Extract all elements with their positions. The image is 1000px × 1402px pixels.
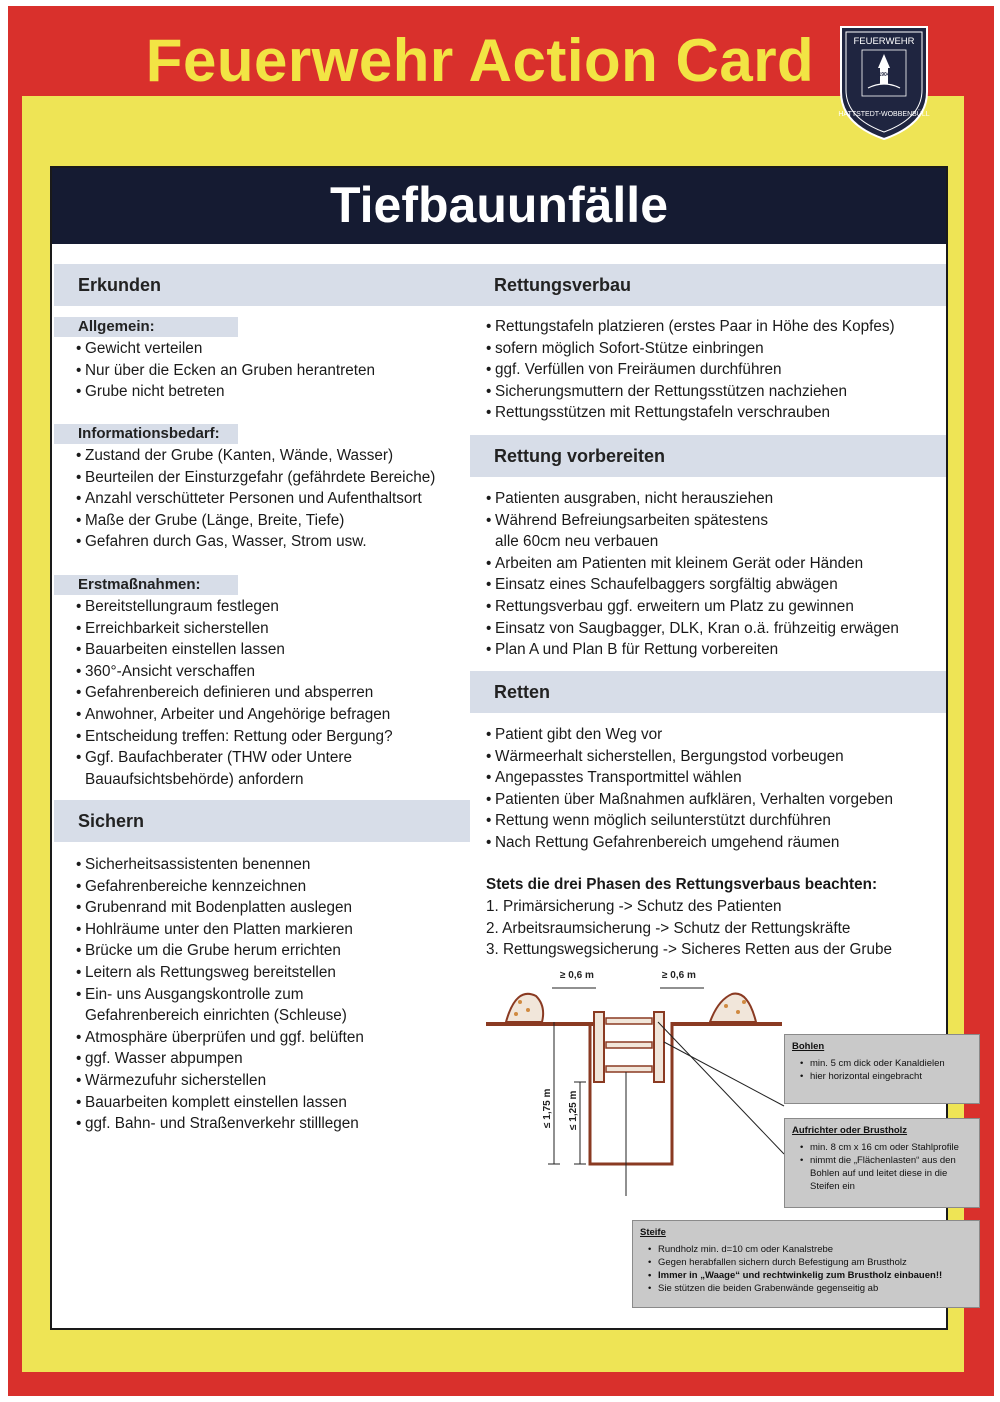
list-phases	[486, 896, 942, 961]
phases-title: Stets die drei Phasen des Rettungsverbaus beachten:	[486, 876, 878, 893]
list-item: • Beurteilen der Einsturzgefahr (gefährdete Bereiche)	[76, 467, 476, 489]
trench-shoring-diagram	[486, 966, 959, 1316]
dim-right-label: ≥ 0,6 m	[662, 970, 696, 981]
list-item: • Gefahrenbereiche kennzeichnen	[76, 876, 476, 898]
sub-informationsbedarf-label: Informationsbedarf:	[54, 424, 238, 444]
logo-year: 1904	[878, 72, 890, 78]
phase-item: 2. Arbeitsraumsicherung -> Schutz der Rettungskräfte	[486, 919, 851, 937]
legend-bohlen	[784, 1034, 980, 1104]
list-item: • Angepasstes Transportmittel wählen	[486, 767, 942, 789]
action-card	[50, 166, 959, 1330]
list-item: • Anwohner, Arbeiter und Angehörige befragen	[76, 704, 476, 726]
legend-aufrichter-title: Aufrichter oder Brustholz	[792, 1125, 908, 1136]
list-item: • ggf. Verfüllen von Freiräumen durchführen	[486, 359, 942, 381]
list-item: • Maße der Grube (Länge, Breite, Tiefe)	[76, 510, 476, 532]
list-item: • Grube nicht betreten	[76, 381, 466, 403]
list-item: • Gefahrenbereich definieren und absperren	[76, 682, 476, 704]
legend-item: • Gegen herabfallen sichern durch Befestigung am Brustholz	[648, 1256, 972, 1269]
legend-item: • Immer in „Waage“ und rechtwinkelig zum Brustholz einbauen!!	[648, 1269, 972, 1282]
list-erstmassnahmen	[76, 596, 476, 790]
list-item: • Sicherungsmuttern der Rettungsstützen nachziehen	[486, 381, 942, 403]
list-item: • Rettungsstützen mit Rettungstafeln verschrauben	[486, 402, 942, 424]
dim-left-label: ≥ 0,6 m	[560, 970, 594, 981]
list-item: • Wärmeerhalt sicherstellen, Bergungstod vorbeugen	[486, 746, 942, 768]
list-item: • ggf. Wasser abpumpen	[76, 1048, 476, 1070]
legend-item: • nimmt die „Flächenlasten“ aus den Bohlen auf und leitet diese in die Steifen ein	[800, 1154, 972, 1193]
sub-allgemein-label: Allgemein:	[54, 317, 238, 337]
list-item: • Arbeiten am Patienten mit kleinem Gerät oder Händen	[486, 553, 942, 575]
legend-steife	[632, 1220, 980, 1308]
legend-item: • Sie stützen die beiden Grabenwände gegenseitig ab	[648, 1282, 972, 1295]
list-item: • Bauarbeiten komplett einstellen lassen	[76, 1092, 476, 1114]
logo-top-text: FEUERWEHR	[853, 36, 915, 47]
list-item: • Einsatz von Saugbagger, DLK, Kran o.ä. frühzeitig erwägen	[486, 618, 942, 640]
section-retten-heading: Retten	[470, 671, 946, 713]
list-rettungsverbau	[486, 316, 942, 424]
legend-bohlen-title: Bohlen	[792, 1041, 825, 1052]
list-item: • Während Befreiungsarbeiten spätestens	[486, 510, 942, 532]
legend-item: • min. 5 cm dick oder Kanaldielen	[800, 1057, 972, 1070]
section-erkunden-heading: Erkunden	[54, 264, 470, 306]
legend-item: • hier horizontal eingebracht	[800, 1070, 972, 1083]
list-item: • sofern möglich Sofort-Stütze einbringen	[486, 338, 942, 360]
list-item: • Anzahl verschütteter Personen und Aufenthaltsort	[76, 488, 476, 510]
list-item-continuation: Bauaufsichtsbehörde) anfordern	[85, 770, 304, 788]
legend-aufrichter	[784, 1118, 980, 1208]
list-item-continuation: Gefahrenbereich einrichten (Schleuse)	[85, 1007, 347, 1025]
list-item: • Gefahren durch Gas, Wasser, Strom usw.	[76, 531, 476, 553]
list-item: • Atmosphäre überprüfen und ggf. belüften	[76, 1027, 476, 1049]
logo-ring-text: HATTSTEDT-WOBBENBÜLL	[838, 111, 930, 118]
list-allgemein	[76, 338, 466, 403]
sub-erstmassnahmen-label: Erstmaßnahmen:	[54, 575, 238, 595]
list-item: • Plan A und Plan B für Rettung vorbereiten	[486, 639, 942, 661]
list-item: • Patienten über Maßnahmen aufklären, Verhalten vorgeben	[486, 789, 942, 811]
list-item: • Brücke um die Grube herum errichten	[76, 940, 476, 962]
section-rettung-vorbereiten-heading: Rettung vorbereiten	[470, 435, 946, 477]
list-item: • Gewicht verteilen	[76, 338, 466, 360]
list-item: • Rettungsverbau ggf. erweitern um Platz zu gewinnen	[486, 596, 942, 618]
list-item: • Einsatz eines Schaufelbaggers sorgfältig abwägen	[486, 574, 942, 596]
list-item: • Bereitstellungraum festlegen	[76, 596, 476, 618]
phase-item: 3. Rettungswegsicherung -> Sicheres Retten aus der Grube	[486, 941, 893, 959]
list-rettung-vorbereiten	[486, 488, 942, 661]
list-item: • Grubenrand mit Bodenplatten auslegen	[76, 897, 476, 919]
depth-inner-label: ≤ 1,25 m	[568, 1090, 579, 1130]
list-item: • Rettungstafeln platzieren (erstes Paar in Höhe des Kopfes)	[486, 316, 942, 338]
depth-outer-label: ≤ 1,75 m	[542, 1088, 553, 1128]
list-item: • ggf. Bahn- und Straßenverkehr stilllegen	[76, 1113, 476, 1135]
list-item: • Leitern als Rettungsweg bereitstellen	[76, 962, 476, 984]
section-sichern-heading: Sichern	[54, 800, 470, 842]
phase-item: 1. Primärsicherung -> Schutz des Patienten	[486, 898, 782, 915]
section-rettungsverbau-heading: Rettungsverbau	[470, 264, 946, 306]
list-item: • 360°-Ansicht verschaffen	[76, 661, 476, 683]
list-item: • Erreichbarkeit sicherstellen	[76, 618, 476, 640]
legend-item: • Rundholz min. d=10 cm oder Kanalstrebe	[648, 1243, 972, 1256]
list-informationsbedarf	[76, 445, 476, 553]
list-item: • Patienten ausgraben, nicht herausziehen	[486, 488, 942, 510]
list-item: • Ein- uns Ausgangskontrolle zum	[76, 984, 476, 1006]
list-item-continuation: alle 60cm neu verbauen	[495, 533, 659, 551]
list-item: • Sicherheitsassistenten benennen	[76, 854, 476, 876]
card-title: Tiefbauunfälle	[52, 168, 946, 244]
list-item: • Wärmezufuhr sicherstellen	[76, 1070, 476, 1092]
list-item: • Nach Rettung Gefahrenbereich umgehend räumen	[486, 832, 942, 854]
legend-steife-title: Steife	[640, 1227, 666, 1238]
list-item: • Rettung wenn möglich seilunterstützt durchführen	[486, 810, 942, 832]
page-title: Feuerwehr Action Card	[145, 27, 815, 94]
list-item: • Bauarbeiten einstellen lassen	[76, 639, 476, 661]
list-item: • Entscheidung treffen: Rettung oder Bergung?	[76, 726, 476, 748]
list-item: • Ggf. Baufachberater (THW oder Untere	[76, 747, 476, 769]
list-item: • Patient gibt den Weg vor	[486, 724, 942, 746]
list-item: • Nur über die Ecken an Gruben herantreten	[76, 360, 466, 382]
list-sichern	[76, 854, 476, 1135]
legend-item: • min. 8 cm x 16 cm oder Stahlprofile	[800, 1141, 972, 1154]
list-retten	[486, 724, 942, 854]
fire-department-logo	[838, 24, 930, 142]
list-item: • Zustand der Grube (Kanten, Wände, Wasser)	[76, 445, 476, 467]
list-item: • Hohlräume unter den Platten markieren	[76, 919, 476, 941]
